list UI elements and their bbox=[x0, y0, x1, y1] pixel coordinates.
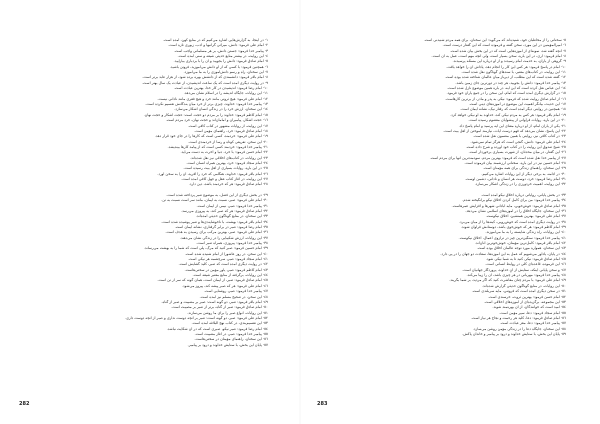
text-line: ٩- در روایت دیگری آمده است که یک ساعت اندیشیدن، از عبادت یک سال بهتر است. bbox=[141, 80, 268, 85]
text-line: ١٥- در گزارش دیگری آمده است که امام، این سخن را در جمع یاران خود فرمود. bbox=[446, 91, 566, 96]
text-line: ٢٤- امام علی فرمود: دانش، گنجی است که هرگز تمام نمی‌شود. bbox=[470, 139, 566, 144]
text-line: ٢٠- در این باره، روایات فراوانی از پیشوایان معصوم رسیده است. bbox=[468, 118, 566, 123]
text-line: ١٢- امام علی فرمود: هیچ ثروتی مانند خرد و هیچ فقری مانند نادانی نیست. bbox=[157, 96, 268, 101]
text-line: ٢٤- امام سجاد فرمود: خرد، بهترین همراه انسان است. bbox=[186, 160, 268, 165]
text-line: ٣١- امام رضا فرمود: خرد، دوست هر انسان و نادانی، دشمن اوست. bbox=[464, 176, 566, 181]
text-line: ٤٥- امام صادق فرمود: نیکی کنید تا به شما نیکی شود. bbox=[485, 257, 566, 262]
text-line: ٥٥- امام سجاد فرمود: دعا، سپر مؤمن است. bbox=[499, 310, 566, 315]
text-line: ١٦- از امام صادق روایت شده که فرمود: نیکی به پدر و مادر، از برترین کارهاست. bbox=[445, 96, 566, 101]
text-line: ٥٥- پیامبر خدا فرمود: صبر، در آغاز مصیبت است. bbox=[194, 331, 268, 336]
text-line: ٦- همچنین فرمود: با کسی که از او دانش می‌آموزید، فروتن باشید. bbox=[169, 64, 268, 69]
text-line: ١٧- این حدیث، بیانگر اهمیت این موضوع در آموزه‌های دینی است. bbox=[468, 102, 566, 107]
text-line: ٥٢- امام حسن فرمود: بهترین ثروت، خرسندی است. bbox=[487, 294, 566, 299]
text-line: ٤١- امام سجاد فرمود: صبر، سرچشمه هر نیکی است. bbox=[187, 257, 268, 262]
text-line: ١٩- امام باقر فرمود: هر کس به مردم نیکی کند، خداوند به او نیکی خواهد کرد. bbox=[449, 112, 566, 117]
text-line: ٤٤- این روایات، برگرفته از منابع معتبر شیعه است. bbox=[192, 273, 268, 278]
text-line: ٤٢- امام باقر فرمود: کامل‌ترین مؤمنان، خوش‌خوترین آنان‌اند. bbox=[474, 241, 566, 246]
text-line: ٥٤- امید است که خوانندگان، از آن بهره‌مند شوند. bbox=[492, 305, 566, 310]
text-line: ٤٤- در پایان، یادآور می‌شویم که عمل به این آموزه‌ها، سعادت دو جهان را در پی دارد. bbox=[440, 251, 566, 256]
text-line: ٢٢- این پاسخ، نشان می‌دهد که فهم درست آیات، نیازمند آموختن از اهل بیت است. bbox=[443, 128, 566, 133]
text-line: ٧- آنچه گفته شد، نمونه‌ای از آموزه‌هایی است که در این بخش بیان شده است. bbox=[449, 48, 566, 53]
text-line: ٢٣- این روایات، در کتاب‌های اخلاقی نیز نقل شده‌اند. bbox=[190, 155, 268, 160]
text-line: ٣٦- امام علی فرمود: صبر، بهترین مرکب برای رسیدن به هدف است. bbox=[165, 230, 268, 235]
text-line: ٨- امام فرمود: آری، در این باره، سخن بسیار است، ولی آنچه مهم است، عمل به آن است. bbox=[431, 54, 566, 59]
text-line: ٢٠- این سخن، تعریفی کوتاه و رسا از خردمندی است. bbox=[188, 139, 268, 144]
text-line: ١٩- امام علی فرمود: خردمند، کسی است که کارها را در جای خود قرار دهد. bbox=[154, 134, 268, 139]
text-line: ١٥- امام کاظم فرمود: خداوند را بر مردم دو حجت است: حجت آشکار و حجت نهان. bbox=[143, 112, 268, 117]
text-line: ٢٥- در این باره، روایات بسیاری از اهل بیت رسیده است. bbox=[183, 166, 268, 171]
text-line: ٧- این سخنان، راه و رسم دانش‌آموزی را به ما می‌آموزد. bbox=[183, 70, 268, 75]
text-line: ١- در اینجا، به گزارش‌هایی اشاره می‌کنیم که در منابع کهن، آمده است. bbox=[162, 38, 268, 42]
text-line: ٣٤- پیامبر خدا فرمود: من برای کامل کردن اخلاق نیکو برانگیخته شدم. bbox=[462, 198, 566, 203]
text-line: ٣٩- امام کاظم فرمود: هر که خوش‌خوی باشد، دوستانش فراوان شوند. bbox=[460, 225, 566, 230]
text-line: ٢- امام علی فرمود: دانش، میراثی گرانبها و ادب، زیوری تازه است. bbox=[168, 43, 268, 48]
text-line: ٢٩- این سخنان، راهنمای زندگی برای همه مؤمنان است. bbox=[482, 166, 566, 171]
text-line: ٤٦- این فرموده، قاعده‌ای کلی در روابط انسانی است. bbox=[485, 262, 566, 267]
text-line: ٥- سخنانی را از مخاطبان خود، شنیده‌اند که می‌گوید: این سخنان، برای همه مردم شنیدنی است. bbox=[423, 38, 566, 42]
text-line: ٢٨- امام صادق فرمود: هر که خردمند باشد، دین دارد. bbox=[188, 182, 268, 187]
text-line: ٢٣- در کتاب کافی نیز، روایتی با همین مضمون نقل شده است. bbox=[472, 134, 566, 139]
text-line: ٤١- پیامبر خدا فرمود: سنگین‌ترین چیز در ترازوی اعمال، اخلاق نیکوست. bbox=[458, 235, 566, 240]
text-line: ٢٦- این گفتار، در میان محدثان، از شهرت بسیاری برخوردار است. bbox=[468, 150, 566, 155]
text-line: ٢١- پیامبر خدا فرمود: خردمند کسی است که از پیامد کارها بیندیشد. bbox=[167, 144, 268, 149]
text-line: ٣٧- امام علی فرمود: بهترین همنشین، اخلاق نیکوست. bbox=[485, 214, 566, 219]
text-line: ٥٧- پیامبر خدا فرمود: دعا، مغز عبادت است. bbox=[499, 321, 566, 326]
text-line: ٤٨- پیامبر خدا فرمود: مهربانی در هر چیزی باشد، آن را زیبا می‌کند. bbox=[466, 273, 566, 278]
text-line: ٤٣- این سخنان، همواره مورد توجه عالمان اخلاق بوده است. bbox=[476, 246, 566, 251]
text-line: ٤٧- پیامبر خدا فرمود: صبر، روشنایی است. bbox=[203, 289, 268, 294]
text-line: ٣٨- پیامبر خدا فرمود: پیروزی، همراه صبر است. bbox=[196, 241, 268, 246]
text-line: ٥٨- این سخنان، جایگاه دعا را در زندگی مؤمن روشن می‌سازد. bbox=[472, 326, 566, 331]
text-line: ١٣- پیامبر خدا فرمود: دانش را بجویید، هر چند در دورترین جای زمین باشد. bbox=[455, 80, 566, 85]
text-line: ٣٨- در روایت دیگری آمده است که خوش‌رویی، کینه‌ها را از میان می‌برد. bbox=[458, 219, 566, 224]
page-number: 283 bbox=[317, 401, 328, 407]
text-line: ٤٦- امام علی فرمود: هر که صبر پیشه کند، پیروز می‌شود. bbox=[181, 283, 268, 288]
text-line: ٢٧- از پیامبر خدا نقل شده است که فرمود: بهترین مردم، سودمندترین آنها برای مردم است. bbox=[429, 155, 566, 160]
text-line: ٢٨- امام حسین نیز در این باره، سخنانی ارزشمند بیان فرموده است. bbox=[464, 160, 566, 165]
text-line: ١٧- این روایت، از روایات مشهور در کتاب کافی است. bbox=[187, 123, 268, 128]
text-line: ٤٢- در روایت دیگری آمده است که صبر، کلید گشایش است. bbox=[178, 262, 268, 267]
text-line: ٢١- یکی از یاران امام، از او درباره معنای این آیه پرسید و امام پاسخ داد. bbox=[458, 123, 566, 128]
text-line: ١٤- ابن عباس نقل کرده است که این آیه، در باره همین موضوع نازل شده است. bbox=[447, 86, 566, 91]
text-line: ٤٩- امام باقر فرمود: صبر، دو گونه است: صبر بر مصیبت و صبر از گناه. bbox=[161, 299, 268, 304]
text-line: ١٢- گفته شده است که این مطلب، از دیرباز میان عالمان شناخته شده بوده است. bbox=[444, 75, 566, 80]
text-line: ٥٦- این سخنان، راهنمای مؤمنان در سختی‌هاست. bbox=[194, 337, 268, 342]
text-line: ٣٣- این سخنان، در منابع گوناگون حدیثی آمده‌اند. bbox=[195, 214, 268, 219]
text-line: ٣- پیامبر خدا فرمود: جستن دانش، بر هر مسلمانی واجب است. bbox=[173, 48, 268, 53]
text-line: ١٠- امام رضا فرمود: اندیشیدن در کار خدا، بهترین عبادت است. bbox=[173, 86, 268, 91]
text-line: ٥٧- پایان این بخش، با ستایش خداوند و درود بر پیامبر. bbox=[187, 342, 268, 347]
text-line: ٢٧- این روایت، در آغاز کتاب عقل و جهل کافی آمده است. bbox=[181, 176, 268, 181]
text-line: ٤٥- امام صادق فرمود: صبر، از ایمان است، همان گونه که سر از تن است. bbox=[157, 278, 268, 283]
text-line: ١٨- همچنین در روایتی دیگر آمده است که رفتار نیک، نشانه ایمان است. bbox=[460, 107, 566, 112]
text-line: ٥٣- این مجموعه، برگزیده‌ای از آموزه‌های اخلاقی است. bbox=[483, 299, 566, 304]
text-line: ٤- این روایت، در بیشتر منابع حدیثی شیعه و سنی آمده است. bbox=[177, 54, 268, 59]
left-page-text bbox=[36, 38, 268, 390]
text-line: ٥٤- امام رضا فرمود: صبر نیکو، صبری است که در آن شکایت نباشد. bbox=[166, 326, 268, 331]
text-line: ٣٩- امام حسین فرمود: صبر کنید که مرگ، پلی است که شما را به بهشت می‌رساند. bbox=[143, 246, 268, 251]
right-page-text bbox=[332, 38, 566, 390]
text-line: ٥٠- امام صادق فرمود: صبر از گناه، برتر از صبر بر مصیبت است. bbox=[171, 305, 268, 310]
text-line: ١١- این روایت، در کتاب‌های معتبر، با سندهای گوناگون نقل شده است. bbox=[461, 70, 566, 75]
text-line: ٥- امام صادق فرمود: دانش را بجویید و آن را با بردباری بیارایید. bbox=[173, 59, 268, 64]
text-line: ١٦- حجت آشکار، پیامبران و امامان‌اند و حجت نهان، خرد مردم است. bbox=[165, 118, 268, 123]
right-page bbox=[300, 0, 600, 424]
text-line: ٤٣- امام کاظم فرمود: صبر، یاور مؤمن در سختی‌هاست. bbox=[184, 267, 268, 272]
text-line: ٣٠- امام علی فرمود: صبر، نسبت به ایمان، مانند سر است نسبت به تن. bbox=[161, 198, 268, 203]
text-line: ٥٦- امام صادق فرمود: دعا، کلید هر رحمت و نجاح هر نیاز است. bbox=[470, 315, 566, 320]
text-line: ٢٩- در بخش دیگری از این فصل، به موضوع صبر پرداخته شده است. bbox=[166, 192, 268, 197]
text-line: ٤٨- این سخن، در صحیح مسلم نیز آمده است. bbox=[199, 294, 268, 299]
text-line: ١١- این روایات، جایگاه اندیشه را در اسلام نشان می‌دهد. bbox=[183, 91, 268, 96]
text-line: ٣٧- این روایات، ارزش شکیبایی را در زندگی نشان می‌دهند. bbox=[179, 235, 268, 240]
text-line: ٥١- در سخن دیگری آمده است که فروتنی، مایه سربلندی است. bbox=[471, 289, 566, 294]
text-line: ٣١- پیامبر خدا فرمود: صبر، نیمی از ایمان است. bbox=[196, 203, 268, 208]
text-line: ٢٦- امام باقر فرمود: خداوند، هنگامی که خرد را آفرید، آن را به سخن آورد. bbox=[157, 171, 268, 176]
text-line: ١٠- امام در پاسخ فرمود: هر کس این کار را انجام دهد، پاداش آن را خواهد یافت. bbox=[446, 64, 566, 69]
text-line: ٥٠- این روایات، در منابع گوناگون حدیثی گزارش شده‌اند. bbox=[481, 283, 566, 288]
text-line: ٥٩- پایان این بخش، با ستایش خداوند و درود بر پیامبر و خاندان پاکش. bbox=[462, 331, 566, 336]
text-line: ٣٣- در بخش پایانی، روایاتی درباره اخلاق نیکو آمده است. bbox=[480, 192, 566, 197]
text-line: ٥١- این روایات، انواع صبر را برای ما روشن می‌سازند. bbox=[187, 310, 268, 315]
text-line: ٥٣- این تقسیم‌بندی، در کتاب نهج البلاغه آمده است. bbox=[191, 321, 268, 326]
text-line: ١٨- امام صادق فرمود: خرد، راهنمای مؤمن است. bbox=[194, 128, 268, 133]
text-line: ٢٢- امام حسن فرمود: با خرد، دنیا و آخرت به دست می‌آید. bbox=[180, 150, 268, 155]
text-line: ٦- امیرالمؤمنین در این مورد، سخن گفته و فرموده است که این گفتار درست است. bbox=[442, 43, 566, 48]
text-line: ٣٢- امام صادق فرمود: هر که صبر کند، به پیروزی می‌رسد. bbox=[180, 209, 268, 213]
text-line: ١٣- پیامبر خدا فرمود: خداوند، چیزی برتر از خرد میان بندگانش تقسیم نکرده است. bbox=[145, 102, 268, 107]
text-line: ٥٢- امام علی فرمود: صبر، دو گونه است: صبر بر آنچه دوست نداری و صبر از آنچه دوست داری. bbox=[124, 315, 268, 320]
text-line: ٤٠- این سخن، در روز عاشورا از امام شنیده شده است. bbox=[184, 251, 268, 256]
text-line: ٤٠- این روایات، راه زندگی شایسته را به ما می‌آموزند. bbox=[485, 230, 566, 235]
text-line: ٨- امام باقر فرمود: دانشمندی که از دانشش بهره برده شود، از هزار عابد برتر است. bbox=[142, 75, 268, 80]
text-line: ٤٩- امام علی فرمود: با مردم چنان معاشرت کنید که اگر مردید، بر شما بگریند. bbox=[449, 278, 566, 283]
text-line: ٤٧- و سخن پایانی اینکه، ستایش از آنِ خداوند، پروردگار جهانیان است. bbox=[462, 267, 566, 272]
text-line: ٣٢- این روایت، اهمیت خردورزی را در زندگی آشکار می‌سازد. bbox=[474, 182, 566, 187]
page-number: 282 bbox=[19, 401, 30, 407]
text-line: ٣٤- امام باقر فرمود: بهشت، با ناخوشایندی‌ها و صبر پوشیده شده است. bbox=[161, 219, 268, 224]
text-line: ٣٥- امام رضا فرمود: صبر در برابر گرفتاری، نشانه ایمان است. bbox=[174, 225, 268, 230]
text-line: ٣٦- این سخنان، جایگاه اخلاق را در آموزه‌های اسلامی نشان می‌دهد. bbox=[465, 209, 566, 213]
text-line: ٣٠- در ادامه، به برخی دیگر از این روایات اشاره می‌کنیم. bbox=[481, 171, 566, 176]
text-line: ٩- گروهی از یاران، به خدمت امام رسیدند و از او درباره این مسئله پرسیدند. bbox=[452, 59, 566, 64]
text-line: ١٤- این سخنان، ارزش خرد را در زندگی انسان آشکار می‌سازد. bbox=[174, 107, 268, 112]
text-line: ٣٥- امام صادق فرمود: خوش‌خویی، مایه آبادانی شهرها و افزایش عمرهاست. bbox=[451, 203, 566, 208]
text-line: ٢٥- شیخ صدوق این روایت را در کتاب خود آورده و شرح داده است. bbox=[465, 144, 566, 149]
